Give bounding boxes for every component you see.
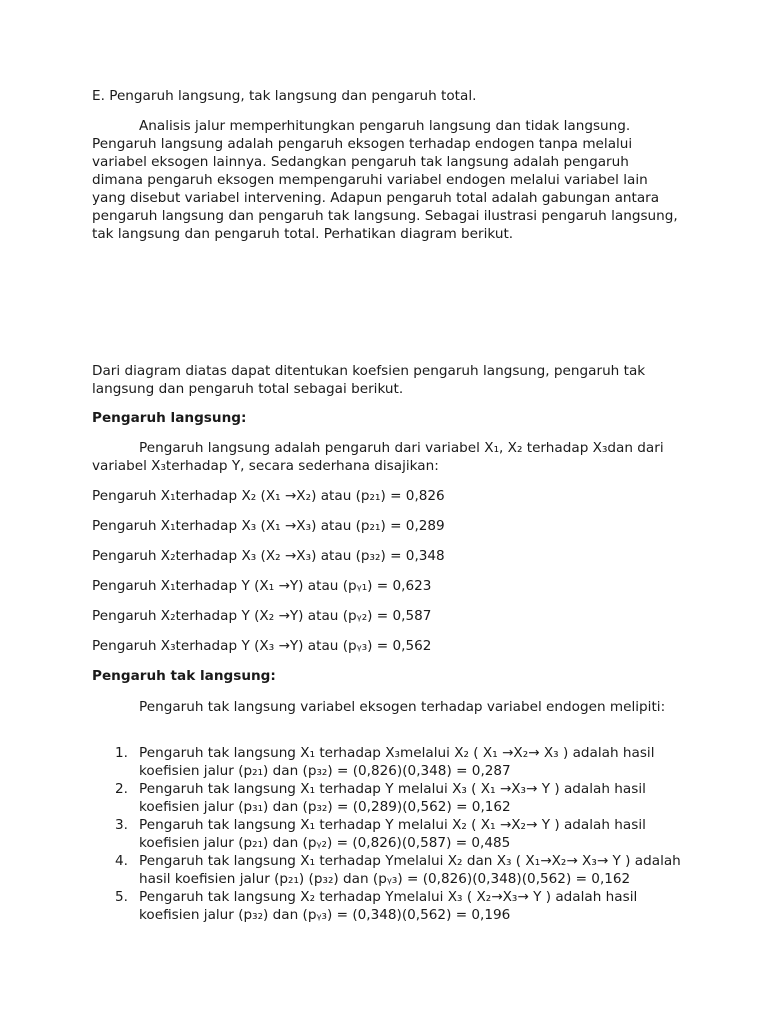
list-item: [92, 852, 682, 888]
list-item-text: Pengaruh tak langsung X₁ terhadap X₃melalui X₂ ( X₁ →X₂→ X₃ ) adalah hasil koefisien jalur (p₂₁) dan (p₃₂) = (0,826)(0,348) = 0,287: [139, 745, 655, 779]
direct-effect-heading: Pengaruh langsung:: [92, 410, 247, 426]
direct-effect-line: Pengaruh X₁terhadap X₃ (X₁ →X₃) atau (p₂₁) = 0,289: [92, 518, 445, 534]
direct-effect-intro: Pengaruh langsung adalah pengaruh dari variabel X₁, X₂ terhadap X₃dan dari variabel X₃terhadap Y, secara sederhana disajikan:: [92, 440, 664, 474]
direct-effect-line: Pengaruh X₃terhadap Y (X₃ →Y) atau (pᵧ₃) = 0,562: [92, 638, 432, 654]
list-item: [92, 780, 682, 816]
section-heading: E. Pengaruh langsung, tak langsung dan pengaruh total.: [92, 88, 477, 104]
intro-paragraph: Analisis jalur memperhitungkan pengaruh langsung dan tidak langsung. Pengaruh langsung adalah pengaruh eksogen terhadap endogen tanpa melalui variabel eksogen lainnya. Sedangkan pengaruh tak langsung adalah pengaruh dimana pengaruh eksogen mempengaruhi variabel endogen melalui variabel lain yang disebut variabel intervening. Adapun pengaruh total adalah gabungan antara pengaruh langsung dan pengaruh tak langsung. Sebagai ilustrasi pengaruh langsung, tak langsung dan pengaruh total. Perhatikan diagram berikut.: [92, 118, 678, 242]
list-item-number: 5.: [115, 889, 128, 905]
indirect-effect-heading: Pengaruh tak langsung:: [92, 668, 276, 684]
list-item-number: 4.: [115, 853, 128, 869]
list-item-number: 2.: [115, 781, 128, 797]
indirect-effect-intro: Pengaruh tak langsung variabel eksogen terhadap variabel endogen melipiti:: [139, 699, 666, 715]
list-item: [92, 888, 682, 924]
list-item: [92, 744, 682, 780]
list-item-text: Pengaruh tak langsung X₁ terhadap Y melalui X₂ ( X₁ →X₂→ Y ) adalah hasil koefisien jalur (p₂₁) dan (pᵧ₂) = (0,826)(0,587) = 0,485: [139, 817, 646, 851]
list-item: [92, 816, 682, 852]
list-item-text: Pengaruh tak langsung X₁ terhadap Y melalui X₃ ( X₁ →X₃→ Y ) adalah hasil koefisien jalur (p₃₁) dan (p₃₂) = (0,289)(0,562) = 0,162: [139, 781, 646, 815]
direct-effect-line: Pengaruh X₁terhadap Y (X₁ →Y) atau (pᵧ₁) = 0,623: [92, 578, 432, 594]
direct-effect-line: Pengaruh X₂terhadap Y (X₂ →Y) atau (pᵧ₂) = 0,587: [92, 608, 432, 624]
direct-effect-line: Pengaruh X₂terhadap X₃ (X₂ →X₃) atau (p₃₂) = 0,348: [92, 548, 445, 564]
list-item-text: Pengaruh tak langsung X₁ terhadap Ymelalui X₂ dan X₃ ( X₁→X₂→ X₃→ Y ) adalah hasil koefisien jalur (p₂₁) (p₃₂) dan (pᵧ₃) = (0,826)(0,348)(0,562) = 0,162: [139, 853, 681, 887]
list-item-text: Pengaruh tak langsung X₂ terhadap Ymelalui X₃ ( X₂→X₃→ Y ) adalah hasil koefisien jalur (p₃₂) dan (pᵧ₃) = (0,348)(0,562) = 0,196: [139, 889, 638, 923]
indirect-effect-list: [92, 744, 682, 924]
diagram-paragraph: Dari diagram diatas dapat ditentukan koefsien pengaruh langsung, pengaruh tak langsung dan pengaruh total sebagai berikut.: [92, 363, 646, 397]
list-item-number: 1.: [115, 745, 128, 761]
direct-effect-line: Pengaruh X₁terhadap X₂ (X₁ →X₂) atau (p₂₁) = 0,826: [92, 488, 445, 504]
list-item-number: 3.: [115, 817, 128, 833]
